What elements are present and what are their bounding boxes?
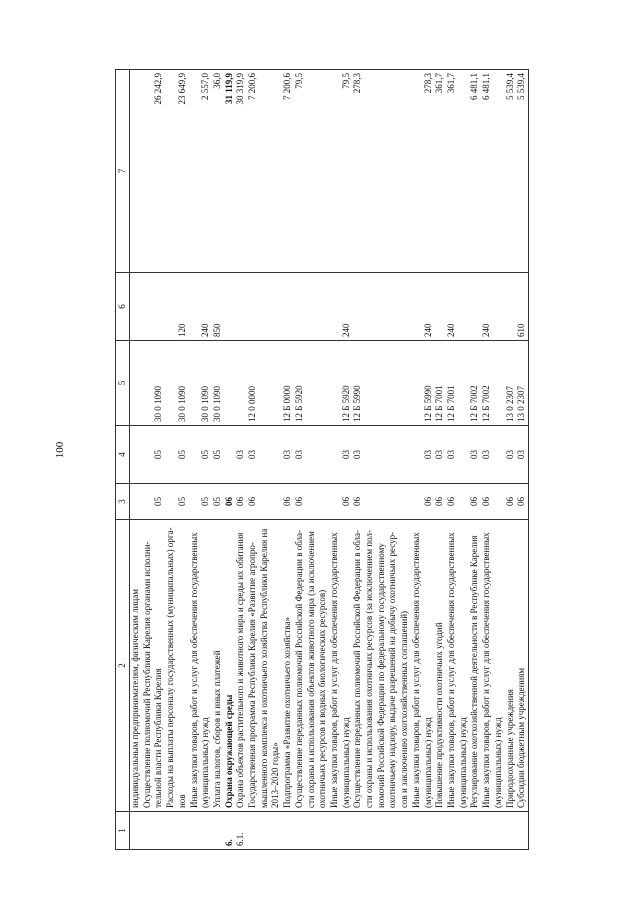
table-row xyxy=(481,70,504,850)
target-article-code xyxy=(235,341,247,426)
row-name-line: Подпрограмма «Развитие охотничьего хозяйства» xyxy=(282,617,293,808)
section-code xyxy=(130,484,142,520)
table-row xyxy=(235,70,247,850)
column-header: 6 xyxy=(116,273,130,341)
target-article-code: 12 Б 5920 xyxy=(329,341,352,426)
table-row xyxy=(142,70,165,850)
row-name-line: номочий Российской Федерации по федеральному государственному xyxy=(375,543,386,808)
table-row xyxy=(434,70,446,850)
amount: 5 539,4 xyxy=(505,70,517,273)
column-header: 5 xyxy=(116,341,130,426)
section-code: 06 xyxy=(329,484,352,520)
subsection-code: 03 xyxy=(481,426,504,484)
expense-type-code xyxy=(434,273,446,341)
row-name-line: охотничьих ресурсов и водных биологических ресурсов) xyxy=(317,589,328,808)
target-article-code: 12 Б 0000 xyxy=(282,341,294,426)
table-row xyxy=(505,70,517,850)
amount: 30 319,9 xyxy=(235,70,247,273)
target-article-code: 12 Б 5990 xyxy=(352,341,411,426)
subsection-code xyxy=(130,426,142,484)
amount: 79,5 xyxy=(329,70,352,273)
row-name-line: Осуществление полномочий Республики Карелия органами исполни- xyxy=(141,541,152,808)
amount: 31 119,9 xyxy=(224,70,236,273)
row-number xyxy=(481,812,504,850)
amount: 6 481,1 xyxy=(481,70,504,273)
section-code: 05 xyxy=(189,484,212,520)
target-article-code: 12 Б 5990 xyxy=(411,341,434,426)
target-article-code: 30 0 1090 xyxy=(142,341,165,426)
table-row xyxy=(294,70,329,850)
column-header: 3 xyxy=(116,484,130,520)
row-name-line: (муниципальных) нужд xyxy=(340,717,351,808)
row-name-line: Природоохранные учреждения xyxy=(504,689,515,808)
row-name xyxy=(212,520,224,812)
target-article-code: 13 0 2307 xyxy=(516,341,528,426)
section-code: 06 xyxy=(411,484,434,520)
row-name xyxy=(469,520,481,812)
target-article-code: 12 0 0000 xyxy=(247,341,282,426)
row-number xyxy=(329,812,352,850)
table-row xyxy=(247,70,282,850)
table-row xyxy=(212,70,224,850)
row-number xyxy=(142,812,165,850)
column-header: 4 xyxy=(116,426,130,484)
expense-type-code xyxy=(352,273,411,341)
row-number xyxy=(130,812,142,850)
expense-type-code xyxy=(130,273,142,341)
expense-type-code: 240 xyxy=(446,273,469,341)
section-code: 06 xyxy=(469,484,481,520)
row-name xyxy=(446,520,469,812)
row-name-line: Иные закупки товаров, работ и услуг для обеспечения государственных xyxy=(481,532,492,808)
section-code: 06 xyxy=(247,484,282,520)
expense-type-code xyxy=(224,273,236,341)
expense-type-code xyxy=(142,273,165,341)
table-row xyxy=(130,70,142,850)
row-name-line: Охрана объектов растительного и животного мира и среды их обитания xyxy=(235,532,246,808)
table-row xyxy=(282,70,294,850)
row-number xyxy=(516,812,528,850)
column-number-row xyxy=(116,70,130,850)
expense-type-code: 240 xyxy=(411,273,434,341)
row-number xyxy=(446,812,469,850)
amount: 6 481,1 xyxy=(469,70,481,273)
expense-type-code xyxy=(247,273,282,341)
section-code: 06 xyxy=(224,484,236,520)
table-row xyxy=(411,70,434,850)
row-name xyxy=(481,520,504,812)
table-row xyxy=(189,70,212,850)
amount: 361,7 xyxy=(446,70,469,273)
row-name xyxy=(130,520,142,812)
subsection-code: 03 xyxy=(294,426,329,484)
row-name xyxy=(294,520,329,812)
amount: 7 200,6 xyxy=(247,70,282,273)
row-number xyxy=(247,812,282,850)
expense-type-code: 240 xyxy=(481,273,504,341)
table-row xyxy=(329,70,352,850)
expense-type-code: 240 xyxy=(329,273,352,341)
expense-type-code: 240 xyxy=(189,273,212,341)
column-header: 1 xyxy=(116,812,130,850)
target-article-code: 30 0 1090 xyxy=(189,341,212,426)
row-name-line: Регулирование охотхозяйственной деятельности в Республике Карелия xyxy=(469,535,480,808)
row-name-line: охотничьему надзору, выдаче разрешений на добычу охотничьих ресур- xyxy=(387,531,398,808)
row-number xyxy=(165,812,188,850)
row-name xyxy=(505,520,517,812)
target-article-code: 13 0 2307 xyxy=(505,341,517,426)
row-name xyxy=(516,520,528,812)
subsection-code: 05 xyxy=(189,426,212,484)
row-name-line: нов xyxy=(176,794,187,808)
row-name xyxy=(247,520,282,812)
target-article-code xyxy=(224,341,236,426)
subsection-code: 03 xyxy=(352,426,411,484)
row-name-line: (муниципальных) нужд xyxy=(492,717,503,808)
subsection-code: 03 xyxy=(516,426,528,484)
row-name xyxy=(329,520,352,812)
row-name xyxy=(352,520,411,812)
row-name xyxy=(235,520,247,812)
subsection-code: 03 xyxy=(505,426,517,484)
section-code: 05 xyxy=(212,484,224,520)
row-name-line: Повышение продуктивности охотничьих угодий xyxy=(434,622,445,808)
row-name xyxy=(282,520,294,812)
target-article-code: 12 Б 5920 xyxy=(294,341,329,426)
row-name-line: (муниципальных) нужд xyxy=(200,717,211,808)
target-article-code: 12 Б 7002 xyxy=(481,341,504,426)
budget-table-sheet xyxy=(115,70,615,850)
budget-table xyxy=(115,69,529,850)
row-name xyxy=(411,520,434,812)
target-article-code: 12 Б 7001 xyxy=(434,341,446,426)
row-name-line: Иные закупки товаров, работ и услуг для обеспечения государственных xyxy=(188,532,199,808)
row-name-line: индивидуальным предпринимателям, физическим лицам xyxy=(130,589,140,808)
subsection-code: 03 xyxy=(446,426,469,484)
row-name-line: Осуществление переданных полномочий Российской Федерации в обла- xyxy=(293,529,304,808)
target-article-code: 30 0 1090 xyxy=(165,341,188,426)
row-name xyxy=(224,520,236,812)
row-number xyxy=(434,812,446,850)
amount xyxy=(130,70,142,273)
table-body xyxy=(130,70,529,850)
section-code: 05 xyxy=(165,484,188,520)
row-number xyxy=(469,812,481,850)
row-number xyxy=(411,812,434,850)
target-article-code: 12 Б 7002 xyxy=(469,341,481,426)
section-code: 06 xyxy=(235,484,247,520)
amount: 5 539,4 xyxy=(516,70,528,273)
subsection-code: 03 xyxy=(329,426,352,484)
row-name-line: Охрана окружающей среды xyxy=(223,694,234,808)
row-number xyxy=(294,812,329,850)
target-article-code: 30 0 1090 xyxy=(212,341,224,426)
expense-type-code: 120 xyxy=(165,273,188,341)
row-name-line: сов и заключению охотхозяйственных соглашений) xyxy=(399,610,410,808)
amount: 26 242,9 xyxy=(142,70,165,273)
row-name-line: Субсидии бюджетным учреждениям xyxy=(516,667,527,808)
row-name-line: мышленного комплекса и охотничьего хозяйства Республики Карелия на xyxy=(258,528,269,808)
row-name-line: Расходы на выплаты персоналу государственных (муниципальных) орга- xyxy=(165,527,176,808)
section-code: 05 xyxy=(142,484,165,520)
row-name-line: сти охраны и использования охотничьих ресурсов (за исключением пол- xyxy=(364,530,375,808)
section-code: 06 xyxy=(434,484,446,520)
subsection-code: 03 xyxy=(469,426,481,484)
amount: 278,3 xyxy=(411,70,434,273)
row-name xyxy=(189,520,212,812)
row-name-line: Уплата налогов, сборов и иных платежей xyxy=(211,650,222,808)
amount: 36,0 xyxy=(212,70,224,273)
amount: 361,7 xyxy=(434,70,446,273)
row-number xyxy=(352,812,411,850)
row-name-line: тельной власти Республики Карелия xyxy=(153,668,164,808)
row-name xyxy=(165,520,188,812)
expense-type-code xyxy=(505,273,517,341)
row-name-line: (муниципальных) нужд xyxy=(457,717,468,808)
row-number xyxy=(189,812,212,850)
table-row xyxy=(352,70,411,850)
section-code: 06 xyxy=(516,484,528,520)
row-name xyxy=(142,520,165,812)
row-number: 6. xyxy=(224,812,236,850)
row-name-line: 2013–2020 годы» xyxy=(270,742,281,808)
expense-type-code: 850 xyxy=(212,273,224,341)
amount: 278,3 xyxy=(352,70,411,273)
subsection-code: 03 xyxy=(235,426,247,484)
table-row xyxy=(165,70,188,850)
expense-type-code xyxy=(469,273,481,341)
section-code: 06 xyxy=(294,484,329,520)
table-row xyxy=(516,70,528,850)
subsection-code: 03 xyxy=(411,426,434,484)
section-code: 06 xyxy=(282,484,294,520)
row-name-line: Иные закупки товаров, работ и услуг для обеспечения государственных xyxy=(410,532,421,808)
table-row xyxy=(224,70,236,850)
expense-type-code xyxy=(235,273,247,341)
subsection-code: 05 xyxy=(165,426,188,484)
row-number xyxy=(282,812,294,850)
section-code: 06 xyxy=(446,484,469,520)
subsection-code: 05 xyxy=(142,426,165,484)
row-name xyxy=(434,520,446,812)
row-name-line: (муниципальных) нужд xyxy=(422,717,433,808)
section-code: 06 xyxy=(352,484,411,520)
expense-type-code xyxy=(294,273,329,341)
subsection-code: 03 xyxy=(434,426,446,484)
row-name-line: Государственная программа Республики Карелия «Развитие агропро- xyxy=(247,542,258,808)
target-article-code xyxy=(130,341,142,426)
row-number: 6.1. xyxy=(235,812,247,850)
expense-type-code xyxy=(282,273,294,341)
column-header: 7 xyxy=(116,70,130,273)
amount: 23 649,9 xyxy=(165,70,188,273)
column-header: 2 xyxy=(116,520,130,812)
subsection-code: 05 xyxy=(212,426,224,484)
target-article-code: 12 Б 7001 xyxy=(446,341,469,426)
section-code: 06 xyxy=(505,484,517,520)
row-name-line: Иные закупки товаров, работ и услуг для обеспечения государственных xyxy=(328,532,339,808)
amount: 2 557,0 xyxy=(189,70,212,273)
subsection-code xyxy=(224,426,236,484)
row-name-line: Осуществление переданных полномочий Российской Федерации в обла- xyxy=(352,529,363,808)
row-number xyxy=(212,812,224,850)
table-row xyxy=(446,70,469,850)
row-number xyxy=(505,812,517,850)
row-name-line: сти охраны и использования объектов животного мира (за исключением xyxy=(305,531,316,808)
subsection-code: 03 xyxy=(282,426,294,484)
amount: 7 200,6 xyxy=(282,70,294,273)
amount: 79,5 xyxy=(294,70,329,273)
row-name-line: Иные закупки товаров, работ и услуг для обеспечения государственных xyxy=(445,532,456,808)
table-row xyxy=(469,70,481,850)
subsection-code: 03 xyxy=(247,426,282,484)
section-code: 06 xyxy=(481,484,504,520)
page-number: 100 xyxy=(54,441,66,459)
expense-type-code: 610 xyxy=(516,273,528,341)
